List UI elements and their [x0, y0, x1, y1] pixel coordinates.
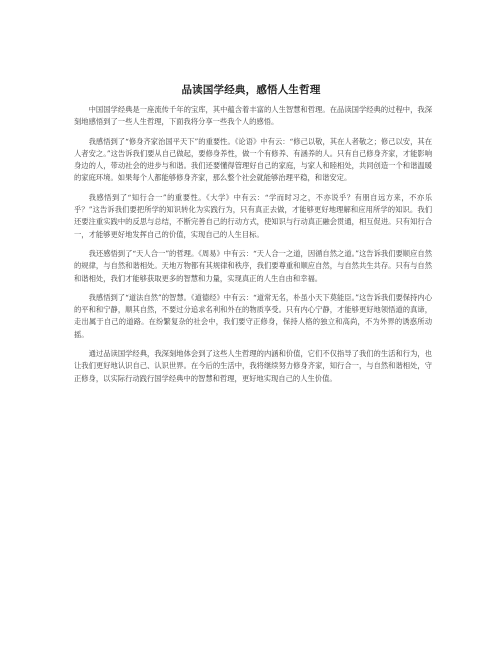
paragraph-self-cultivation: 我感悟到了“修身齐家治国平天下”的重要性。《论语》中有云：“修己以敬，其在人者敬之；修己以安，其在人者安之。”这告诉我们要从自己做起，要修身养性，做一个有修养、有涵养的人。只有自己修身齐家，才能影响身边的人，带动社会的进步与和谐。我们还要懂得管理好自己的家庭，与家人和睦相处，共同创造一个和谐温暖的家庭环境。如果每个人都能够修身齐家，那么整个社会就能够治理平稳，和谐安定。: [74, 136, 432, 183]
paragraph-conclusion: 通过品读国学经典，我深刻地体会到了这些人生哲理的内涵和价值，它们不仅指导了我们的生活和行为，也让我们更好地认识自己、认识世界。在今后的生活中，我将继续努力修身齐家，知行合一，与自然和谐相处，守正修身，以实际行动践行国学经典中的智慧和哲理，更好地实现自己的人生价值。: [74, 349, 432, 383]
paragraph-intro: 中国国学经典是一座流传千年的宝库，其中蕴含着丰富的人生智慧和哲理。在品读国学经典的过程中，我深刻地感悟到了一些人生哲理，下面我将分享一些我个人的感悟。: [74, 105, 432, 127]
paragraph-dao-nature: 我感悟到了“道法自然”的智慧。《道德经》中有云：“道常无名，朴虽小天下莫能臣。”这告诉我们要保持内心的平和和宁静，顺其自然，不要过分追求名利和外在的物质享受。只有内心宁静，才能够更好地领悟道的真谛，走出属于自己的道路。在纷繁复杂的社会中，我们要守正修身，保持人格的独立和高尚，不为外界的诱惑所动摇。: [74, 292, 432, 339]
document-title: 品读国学经典，感悟人生哲理: [181, 84, 321, 96]
paragraph-heaven-human: 我还感悟到了“天人合一”的哲理。《周易》中有云：“天人合一之道，因循自然之道。”这告诉我们要顺应自然的规律，与自然和谐相处。天地万物都有其规律和秩序，我们要尊重和顺应自然，与自然共生共存。只有与自然和谐相处，我们才能够获取更多的智慧和力量，实现真正的人生自由和幸福。: [74, 248, 432, 283]
paragraph-knowledge-action: 我感悟到了“知行合一”的重要性。《大学》中有云：“学而时习之，不亦说乎？有朋自远方来，不亦乐乎？”这告诉我们要把所学的知识转化为实践行为，只有真正去做，才能够更好地理解和应用所学的知识。我们还要注重实践中的反思与总结，不断完善自己的行动方式，使知识与行动真正融会贯通，相互促进。只有知行合一，才能够更好地发挥自己的价值，实现自己的人生目标。: [74, 192, 432, 239]
document-body: [74, 104, 432, 392]
